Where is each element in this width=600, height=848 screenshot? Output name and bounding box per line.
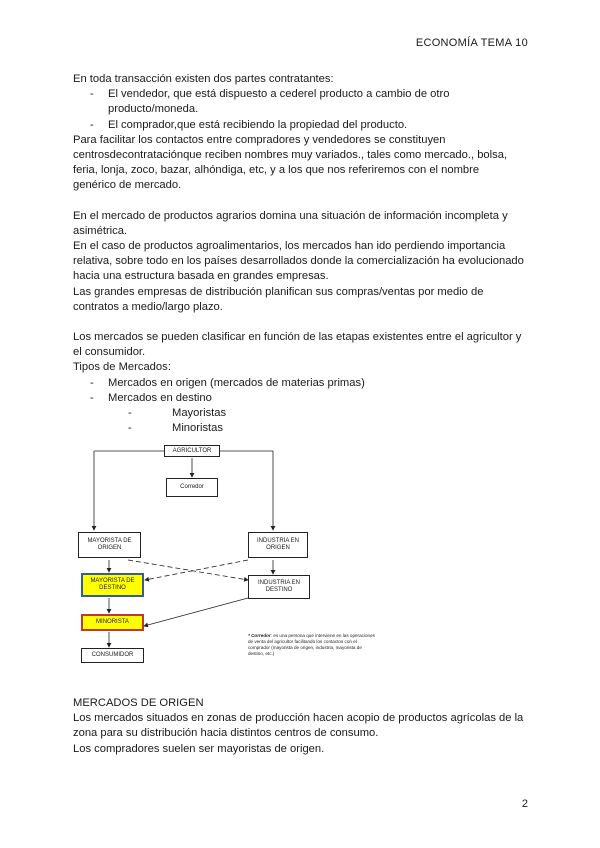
tipos-paragraph: Los mercados se pueden clasificar en función de las etapas existentes entre el agricultor y el consumidor. Tipos de Mercados: — [73, 331, 522, 374]
body-text — [73, 72, 529, 436]
mayorista-destino-box: MAYORISTA DE DESTINO — [81, 573, 144, 597]
connector-line — [144, 598, 248, 626]
list-item: - Mercados en destino — [73, 391, 529, 406]
page-number: 2 — [521, 798, 528, 810]
industria-destino-box: INDUSTRIA EN DESTINO — [248, 575, 310, 599]
list-item: - Mercados en origen (mercados de materias primas) — [73, 376, 529, 391]
list-item: - El vendedor, que está dispuesto a cederel producto a cambio de otro producto/moneda. — [73, 87, 529, 117]
agro-paragraph: En el mercado de productos agrarios domina una situación de información incompleta y asimétrica. En el caso de productos agroalimentarios, los mercados han ido perdiendo importancia relativa, sobre todo en los países desarrollados donde la comercialización ha evolucionado hacia una estructura basada en grandes empresas. Las grandes empresas de distribución planifican sus compras/ventas por medio de contratos a medio/largo plazo. — [73, 209, 524, 313]
parties-list — [73, 87, 529, 133]
list-item: - Mayoristas — [73, 406, 529, 421]
agricultor-box: AGRICULTOR — [164, 445, 220, 457]
section-heading: MERCADOS DE ORIGEN — [73, 697, 204, 709]
connector-line — [128, 560, 248, 580]
industria-origen-box: INDUSTRIA EN ORIGEN — [248, 532, 308, 558]
consumidor-box: CONSUMIDOR — [81, 648, 144, 663]
list-item: - Minoristas — [73, 421, 529, 436]
destino-subtypes-list — [73, 406, 529, 436]
mayorista-origen-box: MAYORISTA DE ORIGEN — [78, 532, 141, 558]
corredor-box: Corredor — [166, 478, 218, 497]
mercados-origen-section — [73, 696, 529, 757]
page-header: ECONOMÍA TEMA 10 — [415, 37, 528, 49]
connector-line — [145, 560, 248, 580]
list-item: - El comprador,que está recibiendo la propiedad del producto. — [73, 118, 529, 133]
intro-paragraph: En toda transacción existen dos partes contratantes: — [73, 73, 334, 85]
origen-paragraph: Los mercados situados en zonas de producción hacen acopio de productos agrícolas de la zona para su distribución hacia distintos centros de consumo. Los compradores suelen ser mayoristas de origen. — [73, 712, 524, 755]
market-paragraph: Para facilitar los contactos entre compradores y vendedores se constituyen centrosdecontrataciónque reciben nombres muy variados., tales como mercado., bolsa, feria, lonja, zoco, bazar, alhóndiga, etc, y a los que nos referiremos con el nombre genérico de mercado. — [73, 133, 508, 192]
minorista-box: MINORISTA — [81, 614, 144, 631]
market-types-list — [73, 376, 529, 406]
market-flow-diagram — [72, 440, 375, 680]
corredor-footnote: * Corredor: es una persona que interviene en las operaciones de venta del agricultor facilitando los contactos con el comprador (mayorista de origen, industria, mayorista de destino, etc.) — [248, 633, 375, 656]
